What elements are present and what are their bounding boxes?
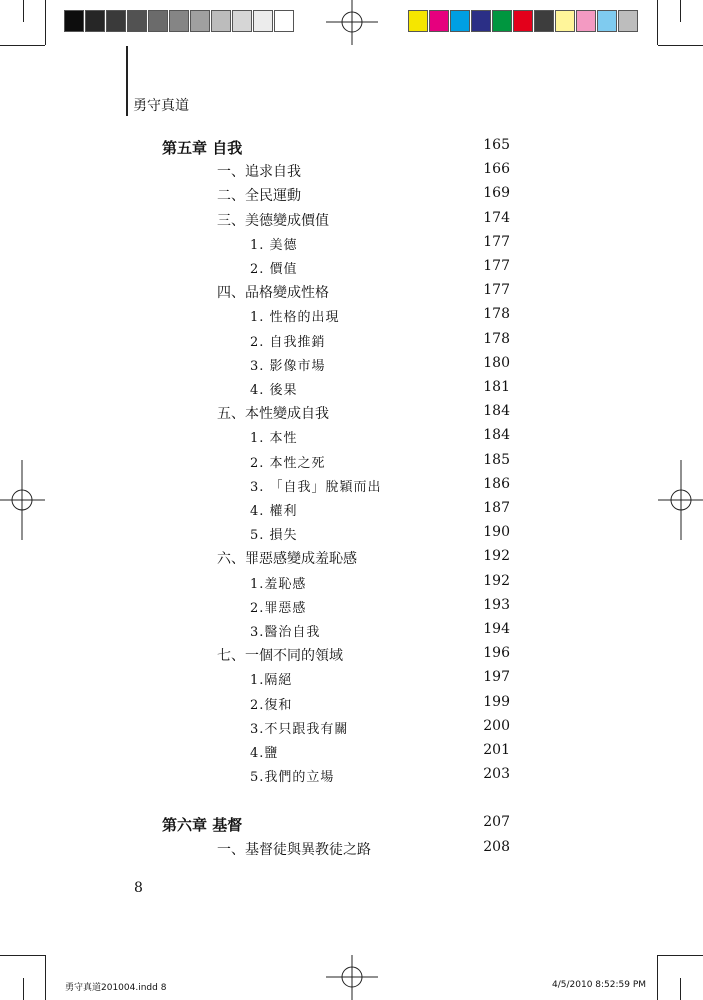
toc-entry-row xyxy=(0,548,703,572)
toc-entry-row xyxy=(0,694,703,718)
grayscale-swatch xyxy=(211,10,231,32)
toc-entry-row xyxy=(0,355,703,379)
toc-entry-title: 3. 影像市場 xyxy=(250,358,326,374)
toc-entry-title: 三、美德變成價值 xyxy=(217,212,329,229)
toc-entry-title: 七、一個不同的領域 xyxy=(217,648,343,665)
registration-mark-icon xyxy=(326,955,378,1000)
crop-mark xyxy=(680,978,681,1000)
toc-entry-row xyxy=(0,210,703,234)
grayscale-swatch xyxy=(148,10,168,32)
grayscale-swatch xyxy=(232,10,252,32)
process-color-swatch xyxy=(618,10,638,32)
toc-page-number: 196 xyxy=(483,645,510,662)
toc-page-number: 203 xyxy=(483,766,510,783)
toc-entry-title: 2. 價值 xyxy=(250,262,298,277)
toc-entry-title: 一、基督徒與異教徒之路 xyxy=(217,841,371,858)
toc-chapter-row xyxy=(0,137,703,161)
toc-entry-row xyxy=(0,306,703,330)
toc-page-number: 178 xyxy=(483,306,510,323)
toc-entry-title: 第六章 基督 xyxy=(162,816,243,835)
toc-entry-title: 1.隔絕 xyxy=(250,673,293,689)
toc-entry-row xyxy=(0,839,703,863)
toc-page-number: 166 xyxy=(483,161,510,178)
crop-mark xyxy=(680,0,681,22)
toc-entry-title: 二、全民運動 xyxy=(217,188,301,205)
toc-entry-row xyxy=(0,645,703,669)
crop-mark xyxy=(45,955,46,1000)
toc-page-number: 201 xyxy=(483,742,510,758)
grayscale-swatch xyxy=(85,10,105,32)
toc-entry-title: 1. 美德 xyxy=(250,237,298,253)
grayscale-swatch xyxy=(169,10,189,32)
grayscale-swatch xyxy=(106,10,126,32)
toc-entry-row xyxy=(0,597,703,621)
crop-mark xyxy=(657,955,658,1000)
toc-entry-row xyxy=(0,427,703,451)
toc-entry-row xyxy=(0,621,703,645)
toc-entry-title: 5.我們的立場 xyxy=(250,770,335,786)
toc-entry-row xyxy=(0,476,703,500)
toc-page-number: 177 xyxy=(483,233,510,250)
grayscale-swatch xyxy=(64,10,84,32)
page-number: 8 xyxy=(134,880,143,896)
process-color-swatch xyxy=(576,10,596,32)
toc-page-number: 178 xyxy=(483,330,510,347)
grayscale-color-bar xyxy=(64,10,295,32)
crop-mark xyxy=(23,978,24,1000)
crop-mark xyxy=(0,45,45,46)
toc-page-number: 194 xyxy=(483,621,510,637)
toc-entry-title: 第五章 自我 xyxy=(162,139,243,157)
toc-page-number: 185 xyxy=(483,451,510,468)
process-color-swatch xyxy=(429,10,449,32)
toc-entry-title: 3.醫治自我 xyxy=(250,625,321,640)
process-color-swatch xyxy=(513,10,533,32)
process-color-swatch xyxy=(492,10,512,32)
toc-page-number: 200 xyxy=(483,717,510,734)
toc-entry-row xyxy=(0,766,703,790)
process-color-bar xyxy=(408,10,639,32)
footer-timestamp: 4/5/2010 8:52:59 PM xyxy=(552,980,647,990)
toc-entry-row xyxy=(0,379,703,403)
toc-entry-title: 四、品格變成性格 xyxy=(217,285,329,302)
toc-entry-title: 1. 本性 xyxy=(250,431,298,447)
toc-page-number: 187 xyxy=(483,500,510,516)
process-color-swatch xyxy=(597,10,617,32)
crop-mark xyxy=(0,955,45,956)
toc-page-number: 169 xyxy=(483,185,510,202)
toc-page-number: 184 xyxy=(483,403,510,420)
toc-entry-title: 4. 後果 xyxy=(250,383,298,398)
toc-entry-title: 一、追求自我 xyxy=(217,164,301,181)
header-rule xyxy=(126,46,128,116)
process-color-swatch xyxy=(471,10,491,32)
toc-entry-title: 六、罪惡感變成羞恥感 xyxy=(217,551,357,568)
process-color-swatch xyxy=(534,10,554,32)
toc-page-number: 181 xyxy=(483,379,510,395)
crop-mark xyxy=(658,955,703,956)
process-color-swatch xyxy=(408,10,428,32)
toc-entry-row xyxy=(0,718,703,742)
toc-entry-title: 3. 「自我」脫穎而出 xyxy=(250,479,382,495)
footer-file-name: 勇守真道201004.indd 8 xyxy=(65,983,167,993)
toc-page-number: 192 xyxy=(483,548,510,565)
toc-entry-title: 2. 自我推銷 xyxy=(250,334,326,350)
toc-page-number: 177 xyxy=(483,282,510,299)
toc-page-number: 184 xyxy=(483,427,510,444)
toc-entry-row xyxy=(0,452,703,476)
toc-entry-row xyxy=(0,234,703,258)
process-color-swatch xyxy=(555,10,575,32)
crop-mark xyxy=(23,0,24,22)
grayscale-swatch xyxy=(253,10,273,32)
toc-entry-title: 五、本性變成自我 xyxy=(217,406,329,423)
toc-page-number: 193 xyxy=(483,596,510,613)
toc-entry-row xyxy=(0,524,703,548)
toc-entry-row xyxy=(0,258,703,282)
toc-entry-row xyxy=(0,742,703,766)
toc-chapter-row xyxy=(0,814,703,838)
toc-entry-title: 2. 本性之死 xyxy=(250,455,326,471)
toc-page-number: 177 xyxy=(483,258,510,274)
toc-entry-title: 1.羞恥感 xyxy=(250,576,307,592)
toc-entry-row xyxy=(0,161,703,185)
toc-entry-row xyxy=(0,185,703,209)
grayscale-swatch xyxy=(190,10,210,32)
toc-entry-title: 5. 損失 xyxy=(250,528,298,544)
toc-page-number: 207 xyxy=(483,814,510,831)
toc-page-number: 199 xyxy=(483,693,510,710)
toc-page-number: 197 xyxy=(483,669,510,686)
running-header: 勇守真道 xyxy=(133,98,189,114)
toc-entry-title: 4.鹽 xyxy=(250,746,279,761)
toc-entry-row xyxy=(0,669,703,693)
crop-mark xyxy=(657,0,658,45)
grayscale-swatch xyxy=(127,10,147,32)
toc-entry-title: 4. 權利 xyxy=(250,504,298,519)
toc-entry-row xyxy=(0,403,703,427)
toc-page-number: 174 xyxy=(483,209,510,226)
toc-entry-title: 2.復和 xyxy=(250,697,293,713)
registration-mark-icon xyxy=(326,0,378,45)
crop-mark xyxy=(658,45,703,46)
toc-page-number: 192 xyxy=(483,572,510,589)
toc-entry-row xyxy=(0,573,703,597)
process-color-swatch xyxy=(450,10,470,32)
toc-entry-title: 3.不只跟我有關 xyxy=(250,721,349,737)
toc-entry-row xyxy=(0,282,703,306)
toc-entry-row xyxy=(0,500,703,524)
crop-mark xyxy=(45,0,46,45)
toc-entry-title: 1. 性格的出現 xyxy=(250,310,340,326)
toc-page-number: 165 xyxy=(483,137,510,153)
toc-page-number: 208 xyxy=(483,838,510,855)
toc-entry-title: 2.罪惡感 xyxy=(250,600,307,616)
toc-entry-row xyxy=(0,331,703,355)
grayscale-swatch xyxy=(274,10,294,32)
toc-page-number: 190 xyxy=(483,524,510,541)
toc-page-number: 180 xyxy=(483,354,510,371)
toc-page-number: 186 xyxy=(483,475,510,492)
